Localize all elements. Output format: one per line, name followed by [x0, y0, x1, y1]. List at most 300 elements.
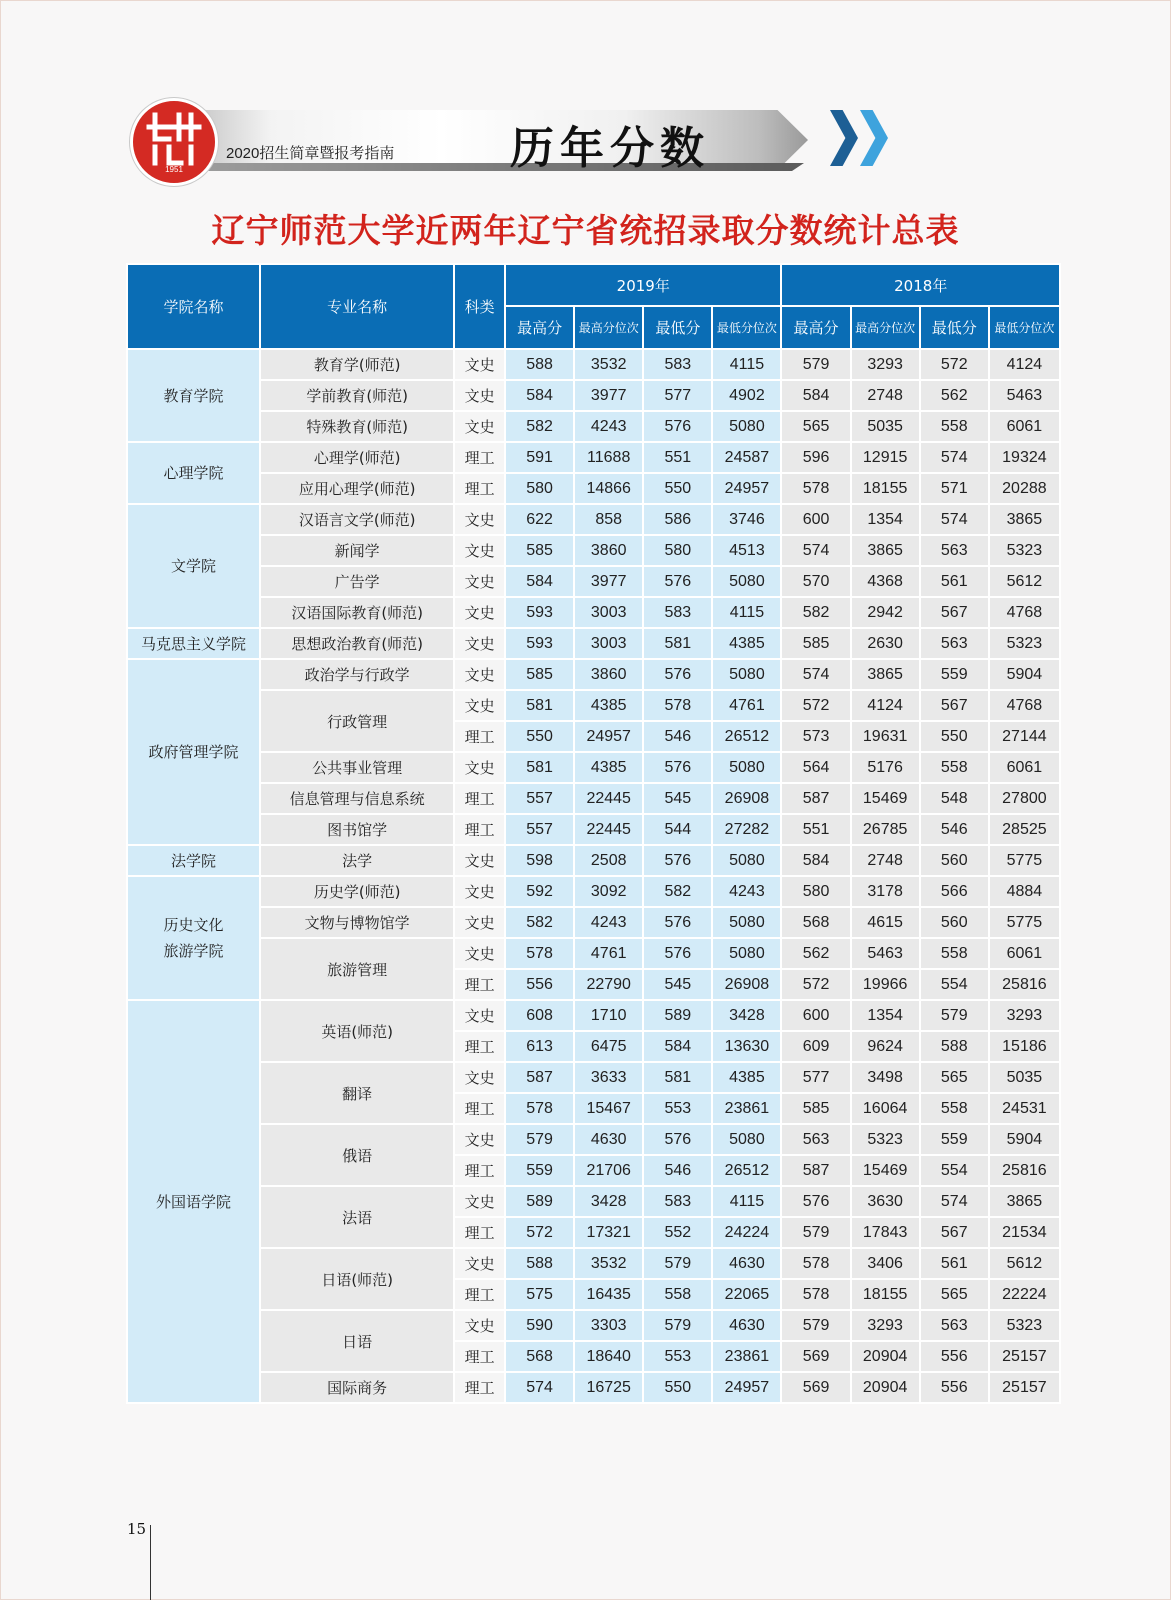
max-rank-2018-cell: 17843 [851, 1217, 920, 1248]
table-row [127, 845, 1060, 876]
max-score-2019-cell: 585 [505, 535, 574, 566]
max-score-2019-cell: 593 [505, 597, 574, 628]
major-name-cell: 教育学(师范) [260, 349, 454, 380]
category-cell: 理工 [454, 1093, 505, 1124]
max-score-2019-cell: 579 [505, 1124, 574, 1155]
category-cell: 理工 [454, 1217, 505, 1248]
max-rank-2018-cell: 3865 [851, 659, 920, 690]
min-rank-2018-cell: 25157 [989, 1341, 1060, 1372]
max-rank-2019-cell: 22445 [574, 814, 643, 845]
category-cell: 文史 [454, 411, 505, 442]
min-rank-2018-cell: 3865 [989, 504, 1060, 535]
category-cell: 理工 [454, 1341, 505, 1372]
max-score-2018-cell: 565 [781, 411, 850, 442]
major-name-cell: 行政管理 [260, 690, 454, 752]
min-rank-2018-cell: 4768 [989, 597, 1060, 628]
min-score-2019-cell: 586 [643, 504, 712, 535]
min-rank-2019-cell: 3746 [712, 504, 781, 535]
table-row [127, 473, 1060, 504]
max-score-2018-cell: 569 [781, 1372, 850, 1403]
table-row [127, 380, 1060, 411]
max-rank-2019-cell: 18640 [574, 1341, 643, 1372]
major-name-cell: 法学 [260, 845, 454, 876]
max-score-2019-cell: 557 [505, 814, 574, 845]
max-score-2018-cell: 596 [781, 442, 850, 473]
max-rank-2018-cell: 3498 [851, 1062, 920, 1093]
min-rank-2019-cell: 4385 [712, 628, 781, 659]
table-row [127, 907, 1060, 938]
min-rank-2018-cell: 4884 [989, 876, 1060, 907]
min-rank-2018-cell: 5612 [989, 1248, 1060, 1279]
min-score-2018-cell: 556 [920, 1341, 989, 1372]
category-cell: 文史 [454, 1310, 505, 1341]
table-row [127, 597, 1060, 628]
min-rank-2018-cell: 19324 [989, 442, 1060, 473]
category-cell: 文史 [454, 907, 505, 938]
max-rank-2019-cell: 3428 [574, 1186, 643, 1217]
major-name-cell: 思想政治教育(师范) [260, 628, 454, 659]
min-score-2019-cell: 576 [643, 845, 712, 876]
max-score-2019-cell: 589 [505, 1186, 574, 1217]
header-min-score: 最低分 [920, 306, 989, 349]
max-score-2019-cell: 590 [505, 1310, 574, 1341]
max-score-2018-cell: 563 [781, 1124, 850, 1155]
min-score-2019-cell: 546 [643, 721, 712, 752]
min-score-2019-cell: 581 [643, 1062, 712, 1093]
min-score-2018-cell: 560 [920, 907, 989, 938]
min-score-2019-cell: 576 [643, 566, 712, 597]
min-rank-2018-cell: 5775 [989, 907, 1060, 938]
max-rank-2019-cell: 15467 [574, 1093, 643, 1124]
min-score-2019-cell: 545 [643, 783, 712, 814]
min-rank-2018-cell: 6061 [989, 938, 1060, 969]
category-cell: 文史 [454, 380, 505, 411]
max-rank-2018-cell: 19966 [851, 969, 920, 1000]
max-score-2018-cell: 600 [781, 504, 850, 535]
major-name-cell: 汉语言文学(师范) [260, 504, 454, 535]
max-score-2019-cell: 550 [505, 721, 574, 752]
max-rank-2019-cell: 21706 [574, 1155, 643, 1186]
min-score-2019-cell: 580 [643, 535, 712, 566]
min-score-2019-cell: 550 [643, 1372, 712, 1403]
category-cell: 文史 [454, 1124, 505, 1155]
min-score-2019-cell: 545 [643, 969, 712, 1000]
score-table [126, 263, 1061, 1404]
max-score-2019-cell: 588 [505, 1248, 574, 1279]
max-rank-2019-cell: 6475 [574, 1031, 643, 1062]
max-rank-2019-cell: 1710 [574, 1000, 643, 1031]
max-score-2019-cell: 584 [505, 566, 574, 597]
min-rank-2019-cell: 27282 [712, 814, 781, 845]
min-rank-2018-cell: 4124 [989, 349, 1060, 380]
min-score-2018-cell: 563 [920, 1310, 989, 1341]
min-rank-2019-cell: 26512 [712, 1155, 781, 1186]
max-score-2018-cell: 574 [781, 535, 850, 566]
major-name-cell: 特殊教育(师范) [260, 411, 454, 442]
max-score-2018-cell: 578 [781, 1248, 850, 1279]
major-name-cell: 学前教育(师范) [260, 380, 454, 411]
min-score-2018-cell: 558 [920, 411, 989, 442]
table-row [127, 1124, 1060, 1155]
min-score-2019-cell: 553 [643, 1093, 712, 1124]
min-rank-2019-cell: 24587 [712, 442, 781, 473]
category-cell: 文史 [454, 876, 505, 907]
max-score-2019-cell: 608 [505, 1000, 574, 1031]
max-rank-2019-cell: 4761 [574, 938, 643, 969]
min-rank-2019-cell: 5080 [712, 1124, 781, 1155]
max-score-2018-cell: 570 [781, 566, 850, 597]
min-rank-2019-cell: 5080 [712, 845, 781, 876]
max-score-2019-cell: 581 [505, 690, 574, 721]
max-rank-2019-cell: 3977 [574, 566, 643, 597]
table-row [127, 1372, 1060, 1403]
min-score-2018-cell: 588 [920, 1031, 989, 1062]
major-name-cell: 应用心理学(师范) [260, 473, 454, 504]
max-score-2018-cell: 609 [781, 1031, 850, 1062]
max-rank-2019-cell: 3977 [574, 380, 643, 411]
major-name-cell: 俄语 [260, 1124, 454, 1186]
logo-year: 1951 [165, 165, 183, 174]
min-rank-2018-cell: 3293 [989, 1000, 1060, 1031]
major-name-cell: 英语(师范) [260, 1000, 454, 1062]
min-rank-2019-cell: 26908 [712, 969, 781, 1000]
max-score-2019-cell: 587 [505, 1062, 574, 1093]
category-cell: 理工 [454, 814, 505, 845]
max-rank-2018-cell: 15469 [851, 783, 920, 814]
min-rank-2018-cell: 5035 [989, 1062, 1060, 1093]
category-cell: 文史 [454, 628, 505, 659]
min-rank-2019-cell: 4902 [712, 380, 781, 411]
table-row [127, 752, 1060, 783]
table-row [127, 783, 1060, 814]
college-name-cell: 历史文化旅游学院 [127, 876, 260, 1000]
min-rank-2019-cell: 4630 [712, 1248, 781, 1279]
university-logo [130, 98, 218, 186]
category-cell: 理工 [454, 783, 505, 814]
min-rank-2019-cell: 24957 [712, 1372, 781, 1403]
category-cell: 文史 [454, 752, 505, 783]
max-rank-2019-cell: 3532 [574, 1248, 643, 1279]
max-rank-2018-cell: 3630 [851, 1186, 920, 1217]
min-rank-2018-cell: 5463 [989, 380, 1060, 411]
min-score-2019-cell: 583 [643, 597, 712, 628]
max-rank-2019-cell: 3860 [574, 535, 643, 566]
max-score-2018-cell: 600 [781, 1000, 850, 1031]
max-score-2019-cell: 592 [505, 876, 574, 907]
min-rank-2019-cell: 4115 [712, 349, 781, 380]
category-cell: 文史 [454, 349, 505, 380]
category-cell: 理工 [454, 1031, 505, 1062]
table-body [127, 349, 1060, 1403]
major-name-cell: 旅游管理 [260, 938, 454, 1000]
min-rank-2019-cell: 5080 [712, 411, 781, 442]
max-rank-2019-cell: 858 [574, 504, 643, 535]
max-score-2018-cell: 579 [781, 1217, 850, 1248]
major-name-cell: 广告学 [260, 566, 454, 597]
max-rank-2019-cell: 11688 [574, 442, 643, 473]
min-score-2018-cell: 565 [920, 1279, 989, 1310]
table-row [127, 1062, 1060, 1093]
major-name-cell: 信息管理与信息系统 [260, 783, 454, 814]
category-cell: 文史 [454, 938, 505, 969]
max-score-2019-cell: 575 [505, 1279, 574, 1310]
min-score-2019-cell: 576 [643, 752, 712, 783]
min-rank-2019-cell: 22065 [712, 1279, 781, 1310]
min-score-2018-cell: 546 [920, 814, 989, 845]
min-rank-2019-cell: 4630 [712, 1310, 781, 1341]
min-rank-2018-cell: 27144 [989, 721, 1060, 752]
max-score-2018-cell: 587 [781, 783, 850, 814]
min-score-2019-cell: 577 [643, 380, 712, 411]
max-score-2019-cell: 556 [505, 969, 574, 1000]
max-score-2019-cell: 578 [505, 938, 574, 969]
min-score-2018-cell: 566 [920, 876, 989, 907]
min-score-2018-cell: 558 [920, 1093, 989, 1124]
major-name-cell: 政治学与行政学 [260, 659, 454, 690]
min-rank-2018-cell: 6061 [989, 752, 1060, 783]
max-rank-2018-cell: 26785 [851, 814, 920, 845]
min-score-2019-cell: 576 [643, 411, 712, 442]
min-rank-2018-cell: 5904 [989, 659, 1060, 690]
min-rank-2018-cell: 24531 [989, 1093, 1060, 1124]
min-score-2018-cell: 571 [920, 473, 989, 504]
max-score-2018-cell: 564 [781, 752, 850, 783]
max-score-2018-cell: 576 [781, 1186, 850, 1217]
max-rank-2018-cell: 4368 [851, 566, 920, 597]
max-score-2018-cell: 587 [781, 1155, 850, 1186]
min-score-2019-cell: 579 [643, 1248, 712, 1279]
college-name-cell: 马克思主义学院 [127, 628, 260, 659]
min-rank-2019-cell: 4385 [712, 1062, 781, 1093]
max-rank-2019-cell: 4385 [574, 752, 643, 783]
header-banner-shadow [204, 163, 804, 171]
min-score-2018-cell: 554 [920, 969, 989, 1000]
min-score-2019-cell: 553 [643, 1341, 712, 1372]
max-score-2019-cell: 585 [505, 659, 574, 690]
table-row [127, 814, 1060, 845]
min-score-2019-cell: 583 [643, 349, 712, 380]
min-score-2019-cell: 578 [643, 690, 712, 721]
min-score-2018-cell: 560 [920, 845, 989, 876]
max-score-2018-cell: 578 [781, 473, 850, 504]
min-score-2019-cell: 546 [643, 1155, 712, 1186]
min-rank-2018-cell: 21534 [989, 1217, 1060, 1248]
header-year-2019: 2019年 [505, 264, 781, 306]
major-name-cell: 心理学(师范) [260, 442, 454, 473]
max-rank-2019-cell: 4630 [574, 1124, 643, 1155]
min-rank-2019-cell: 5080 [712, 752, 781, 783]
max-rank-2019-cell: 3532 [574, 349, 643, 380]
max-score-2018-cell: 573 [781, 721, 850, 752]
max-score-2018-cell: 585 [781, 628, 850, 659]
min-score-2018-cell: 561 [920, 566, 989, 597]
min-rank-2019-cell: 4243 [712, 876, 781, 907]
max-rank-2018-cell: 3178 [851, 876, 920, 907]
min-rank-2018-cell: 20288 [989, 473, 1060, 504]
min-rank-2018-cell: 5323 [989, 1310, 1060, 1341]
max-rank-2019-cell: 17321 [574, 1217, 643, 1248]
brochure-subtitle: 2020招生简章暨报考指南 [226, 145, 395, 162]
max-score-2019-cell: 557 [505, 783, 574, 814]
max-rank-2019-cell: 22445 [574, 783, 643, 814]
max-rank-2018-cell: 2630 [851, 628, 920, 659]
max-rank-2019-cell: 4385 [574, 690, 643, 721]
min-score-2018-cell: 567 [920, 690, 989, 721]
max-rank-2019-cell: 24957 [574, 721, 643, 752]
min-rank-2019-cell: 5080 [712, 566, 781, 597]
max-rank-2018-cell: 12915 [851, 442, 920, 473]
min-score-2018-cell: 559 [920, 659, 989, 690]
min-score-2019-cell: 589 [643, 1000, 712, 1031]
category-cell: 文史 [454, 535, 505, 566]
max-rank-2018-cell: 19631 [851, 721, 920, 752]
max-rank-2018-cell: 20904 [851, 1341, 920, 1372]
max-rank-2018-cell: 3293 [851, 1310, 920, 1341]
min-rank-2018-cell: 25816 [989, 1155, 1060, 1186]
min-score-2019-cell: 552 [643, 1217, 712, 1248]
min-rank-2019-cell: 26908 [712, 783, 781, 814]
max-rank-2019-cell: 14866 [574, 473, 643, 504]
min-rank-2018-cell: 25816 [989, 969, 1060, 1000]
min-score-2018-cell: 567 [920, 597, 989, 628]
category-cell: 文史 [454, 1186, 505, 1217]
table-row [127, 1248, 1060, 1279]
major-name-cell: 图书馆学 [260, 814, 454, 845]
max-score-2019-cell: 574 [505, 1372, 574, 1403]
min-score-2018-cell: 550 [920, 721, 989, 752]
header-max-rank: 最高分位次 [574, 306, 643, 349]
min-score-2019-cell: 576 [643, 938, 712, 969]
max-rank-2019-cell: 22790 [574, 969, 643, 1000]
page-divider [150, 1525, 151, 1600]
max-rank-2019-cell: 4243 [574, 411, 643, 442]
college-name-cell: 法学院 [127, 845, 260, 876]
min-rank-2019-cell: 23861 [712, 1341, 781, 1372]
max-rank-2018-cell: 2748 [851, 380, 920, 411]
min-score-2018-cell: 579 [920, 1000, 989, 1031]
college-name-cell: 外国语学院 [127, 1000, 260, 1403]
major-name-cell: 历史学(师范) [260, 876, 454, 907]
min-rank-2018-cell: 27800 [989, 783, 1060, 814]
max-score-2019-cell: 581 [505, 752, 574, 783]
max-rank-2019-cell: 2508 [574, 845, 643, 876]
max-score-2018-cell: 551 [781, 814, 850, 845]
category-cell: 理工 [454, 442, 505, 473]
header-college: 学院名称 [127, 264, 260, 349]
min-rank-2019-cell: 4115 [712, 1186, 781, 1217]
table-row [127, 876, 1060, 907]
min-score-2019-cell: 576 [643, 1124, 712, 1155]
min-score-2018-cell: 563 [920, 535, 989, 566]
table-row [127, 628, 1060, 659]
section-title: 历年分数 [510, 123, 710, 174]
min-rank-2019-cell: 4761 [712, 690, 781, 721]
min-score-2018-cell: 574 [920, 1186, 989, 1217]
table-row [127, 504, 1060, 535]
min-rank-2019-cell: 23861 [712, 1093, 781, 1124]
max-rank-2018-cell: 2942 [851, 597, 920, 628]
max-rank-2018-cell: 4615 [851, 907, 920, 938]
max-rank-2019-cell: 16725 [574, 1372, 643, 1403]
major-name-cell: 国际商务 [260, 1372, 454, 1403]
major-name-cell: 新闻学 [260, 535, 454, 566]
major-name-cell: 日语(师范) [260, 1248, 454, 1310]
max-rank-2019-cell: 16435 [574, 1279, 643, 1310]
max-score-2018-cell: 577 [781, 1062, 850, 1093]
max-score-2018-cell: 579 [781, 1310, 850, 1341]
header-max-score: 最高分 [505, 306, 574, 349]
min-score-2018-cell: 562 [920, 380, 989, 411]
college-name-cell: 政府管理学院 [127, 659, 260, 845]
max-score-2019-cell: 588 [505, 349, 574, 380]
category-cell: 文史 [454, 504, 505, 535]
min-rank-2018-cell: 5775 [989, 845, 1060, 876]
min-score-2019-cell: 581 [643, 628, 712, 659]
max-rank-2018-cell: 5323 [851, 1124, 920, 1155]
min-score-2019-cell: 582 [643, 876, 712, 907]
max-score-2018-cell: 578 [781, 1279, 850, 1310]
max-score-2018-cell: 569 [781, 1341, 850, 1372]
max-score-2019-cell: 572 [505, 1217, 574, 1248]
category-cell: 文史 [454, 1000, 505, 1031]
min-rank-2018-cell: 5904 [989, 1124, 1060, 1155]
category-cell: 文史 [454, 566, 505, 597]
category-cell: 理工 [454, 969, 505, 1000]
min-score-2019-cell: 558 [643, 1279, 712, 1310]
major-name-cell: 文物与博物馆学 [260, 907, 454, 938]
min-rank-2019-cell: 5080 [712, 907, 781, 938]
max-score-2018-cell: 562 [781, 938, 850, 969]
min-score-2019-cell: 583 [643, 1186, 712, 1217]
max-score-2018-cell: 572 [781, 690, 850, 721]
min-score-2019-cell: 576 [643, 659, 712, 690]
max-rank-2018-cell: 16064 [851, 1093, 920, 1124]
table-row [127, 1000, 1060, 1031]
min-rank-2018-cell: 4768 [989, 690, 1060, 721]
min-rank-2018-cell: 5612 [989, 566, 1060, 597]
min-rank-2019-cell: 4513 [712, 535, 781, 566]
min-score-2018-cell: 548 [920, 783, 989, 814]
max-rank-2019-cell: 3860 [574, 659, 643, 690]
min-score-2018-cell: 558 [920, 752, 989, 783]
min-score-2019-cell: 584 [643, 1031, 712, 1062]
table-row [127, 349, 1060, 380]
college-name-cell: 教育学院 [127, 349, 260, 442]
max-rank-2018-cell: 3406 [851, 1248, 920, 1279]
min-score-2018-cell: 563 [920, 628, 989, 659]
category-cell: 理工 [454, 1372, 505, 1403]
min-score-2018-cell: 558 [920, 938, 989, 969]
table-row [127, 535, 1060, 566]
min-score-2018-cell: 561 [920, 1248, 989, 1279]
max-score-2018-cell: 584 [781, 845, 850, 876]
category-cell: 文史 [454, 845, 505, 876]
category-cell: 理工 [454, 1155, 505, 1186]
min-rank-2018-cell: 15186 [989, 1031, 1060, 1062]
header-min-score: 最低分 [643, 306, 712, 349]
min-rank-2019-cell: 24957 [712, 473, 781, 504]
min-rank-2018-cell: 22224 [989, 1279, 1060, 1310]
category-cell: 理工 [454, 721, 505, 752]
max-rank-2018-cell: 20904 [851, 1372, 920, 1403]
category-cell: 文史 [454, 1248, 505, 1279]
max-score-2019-cell: 582 [505, 411, 574, 442]
max-score-2018-cell: 574 [781, 659, 850, 690]
table-row [127, 442, 1060, 473]
major-name-cell: 公共事业管理 [260, 752, 454, 783]
major-name-cell: 法语 [260, 1186, 454, 1248]
min-rank-2018-cell: 5323 [989, 535, 1060, 566]
